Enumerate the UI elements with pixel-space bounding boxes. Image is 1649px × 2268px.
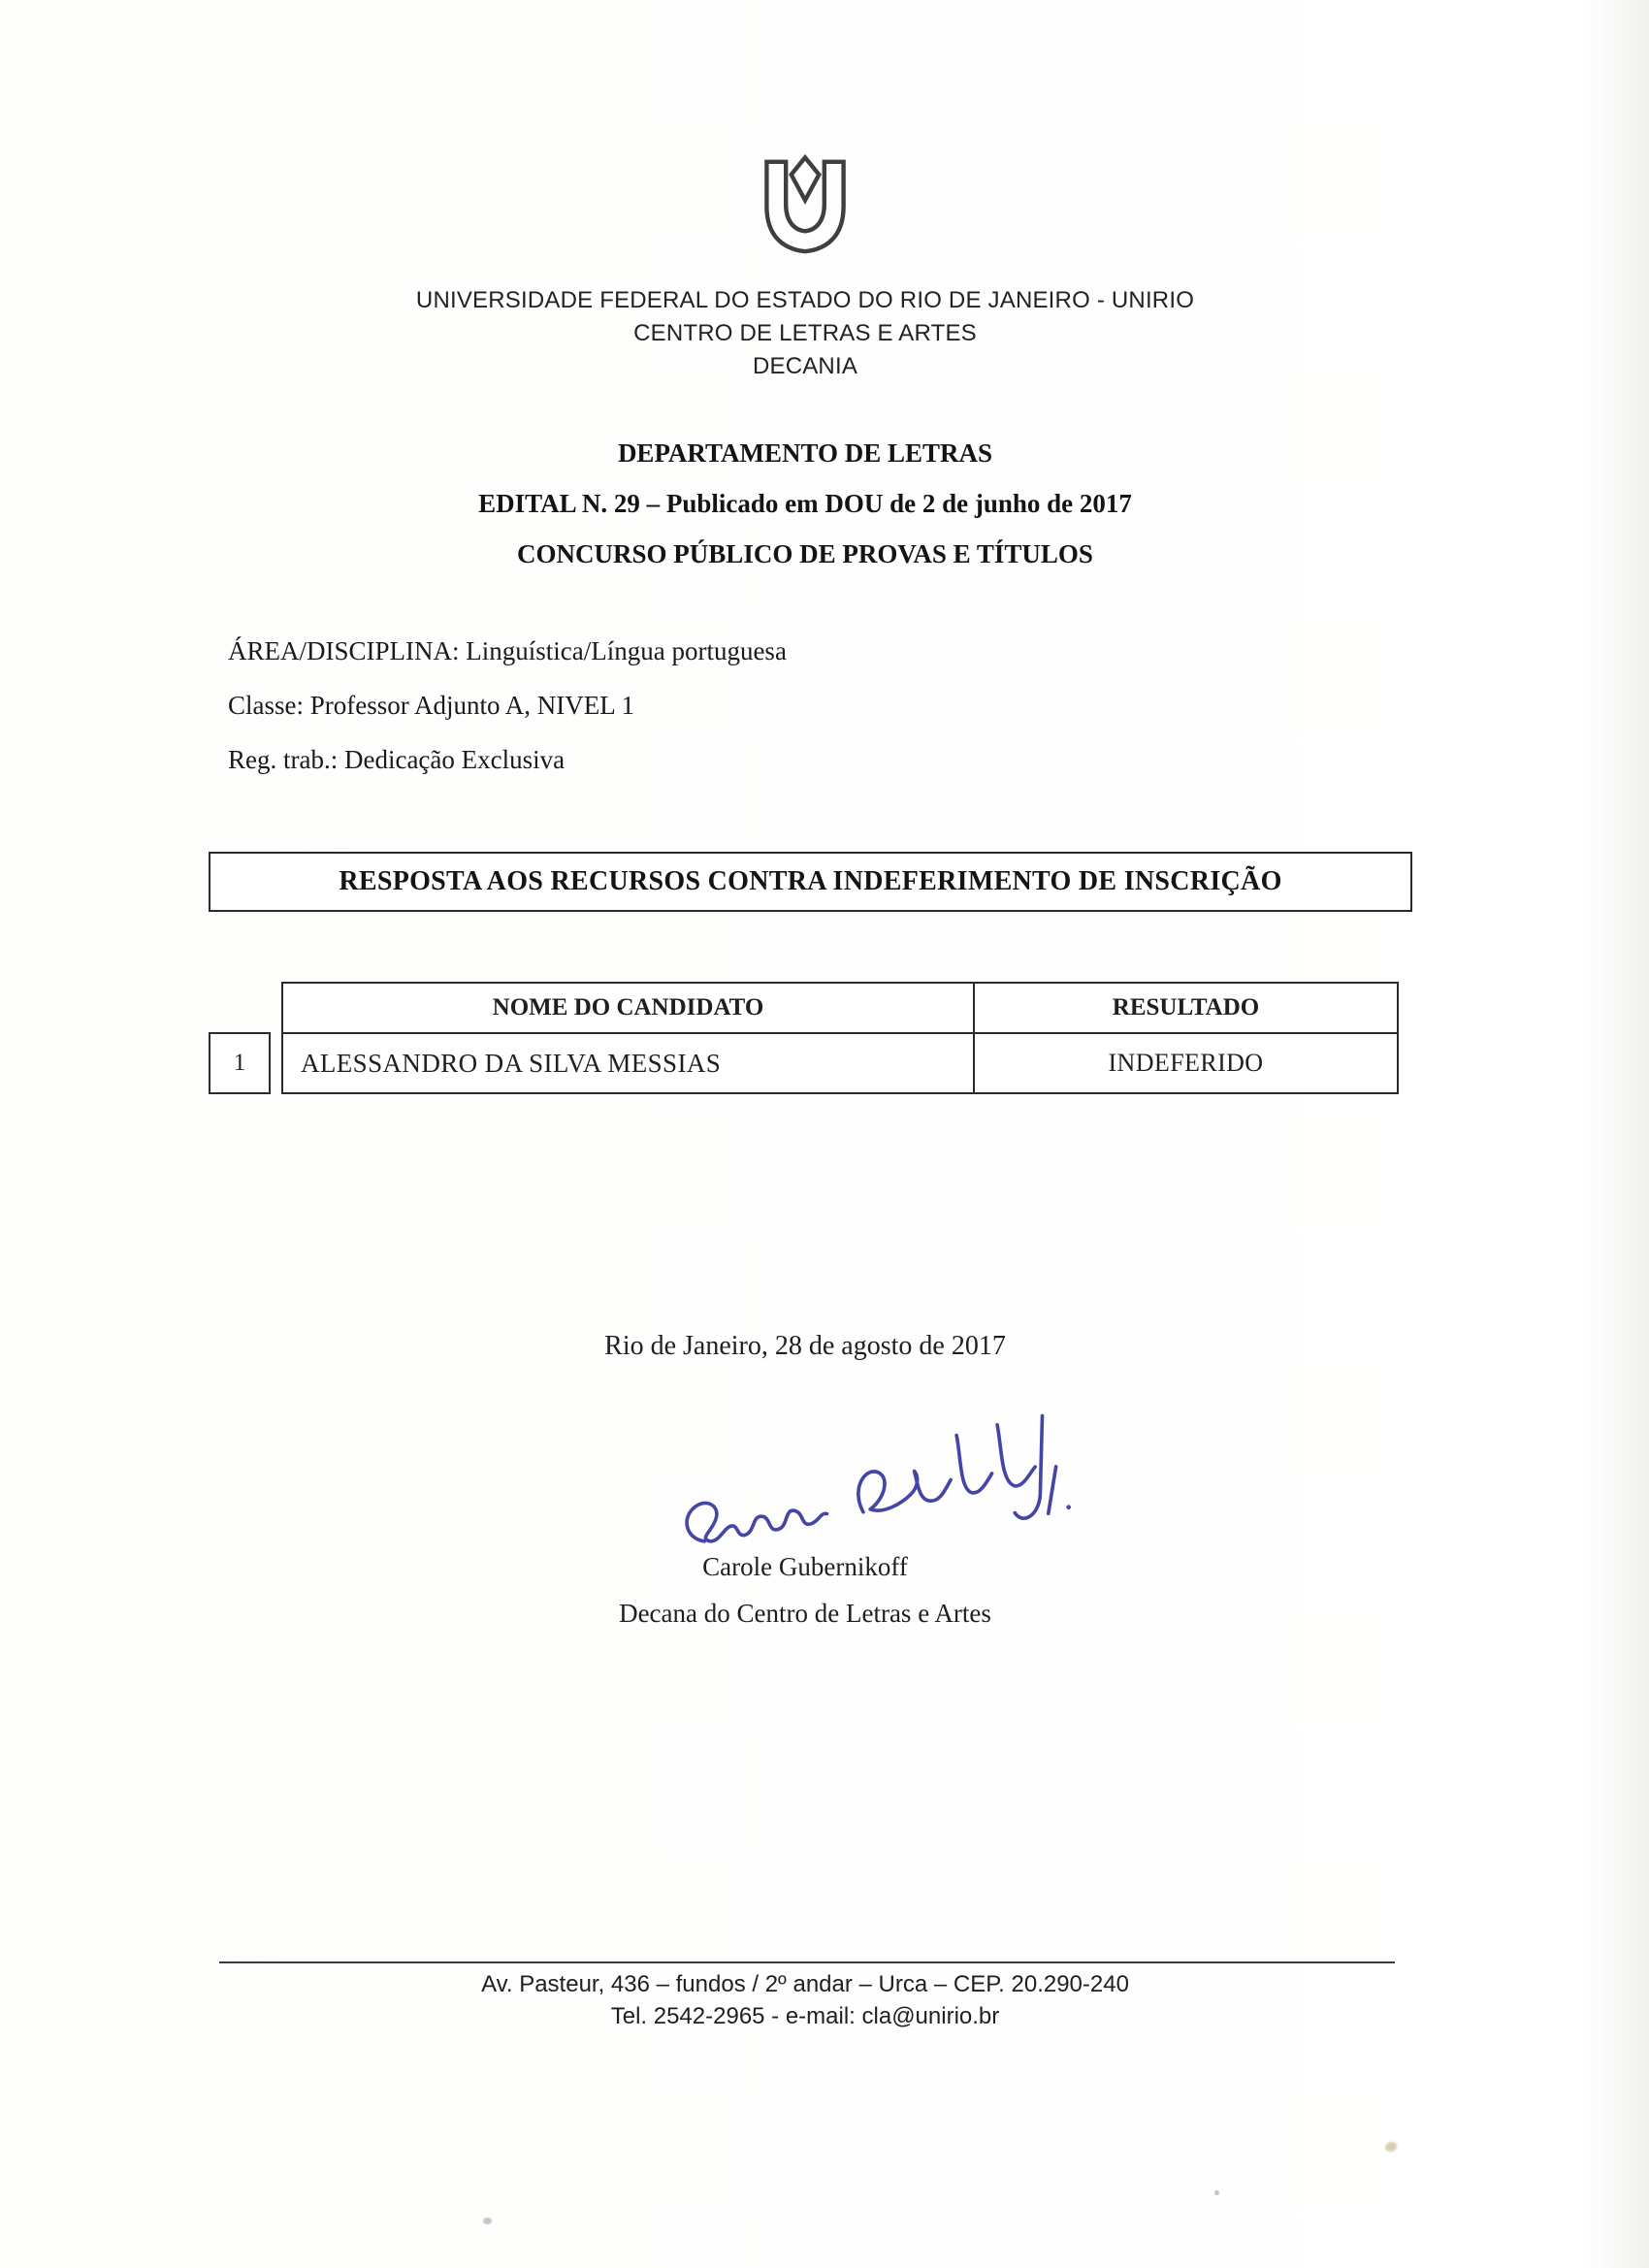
signer-name: Carole Gubernikoff [702, 1552, 908, 1581]
contest-title: CONCURSO PÚBLICO DE PROVAS E TÍTULOS [517, 539, 1093, 568]
classe-line: Classe: Professor Adjunto A, NIVEL 1 [228, 691, 634, 720]
scan-artifact-speck [483, 2218, 492, 2224]
section-title-box [209, 852, 1412, 912]
section-title: RESPOSTA AOS RECURSOS CONTRA INDEFERIMENTO DE INSCRIÇÃO [339, 866, 1282, 896]
footer-contact: Tel. 2542-2965 - e-mail: cla@unirio.br [610, 2003, 1000, 2029]
department-title: DEPARTAMENTO DE LETRAS [617, 438, 993, 468]
table-header-candidate: NOME DO CANDIDATO [492, 994, 764, 1021]
date-line: Rio de Janeiro, 28 de agosto de 2017 [604, 1331, 1006, 1361]
footer-address: Av. Pasteur, 436 – fundos / 2º andar – Urca – CEP. 20.290-240 [481, 1971, 1129, 1997]
candidate-name-cell: ALESSANDRO DA SILVA MESSIAS [301, 1048, 722, 1078]
table-header-result: RESULTADO [973, 984, 1397, 1032]
scan-artifact-speck [1214, 2190, 1219, 2195]
regime-trabalho-line: Reg. trab.: Dedicação Exclusiva [228, 745, 566, 774]
university-name: UNIVERSIDADE FEDERAL DO ESTADO DO RIO DE JANEIRO - UNIRIO [415, 287, 1195, 313]
unirio-logo [0, 153, 1610, 260]
result-cell: INDEFERIDO [973, 1034, 1397, 1092]
area-disciplina-line: ÁREA/DISCIPLINA: Linguística/Língua portuguesa [228, 636, 787, 665]
edital-title: EDITAL N. 29 – Publicado em DOU de 2 de junho de 2017 [478, 489, 1132, 518]
unirio-logo-icon [751, 153, 859, 260]
table-row-number-cell: 1 [209, 1032, 271, 1094]
office-name: DECANIA [752, 353, 858, 379]
center-name: CENTRO DE LETRAS E ARTES [633, 320, 977, 346]
footer-divider [219, 1961, 1395, 1963]
table-row [281, 1032, 1399, 1094]
table-header-row [281, 982, 1399, 1034]
scan-artifact-speck [1385, 2142, 1397, 2152]
signer-role: Decana do Centro de Letras e Artes [619, 1599, 991, 1628]
